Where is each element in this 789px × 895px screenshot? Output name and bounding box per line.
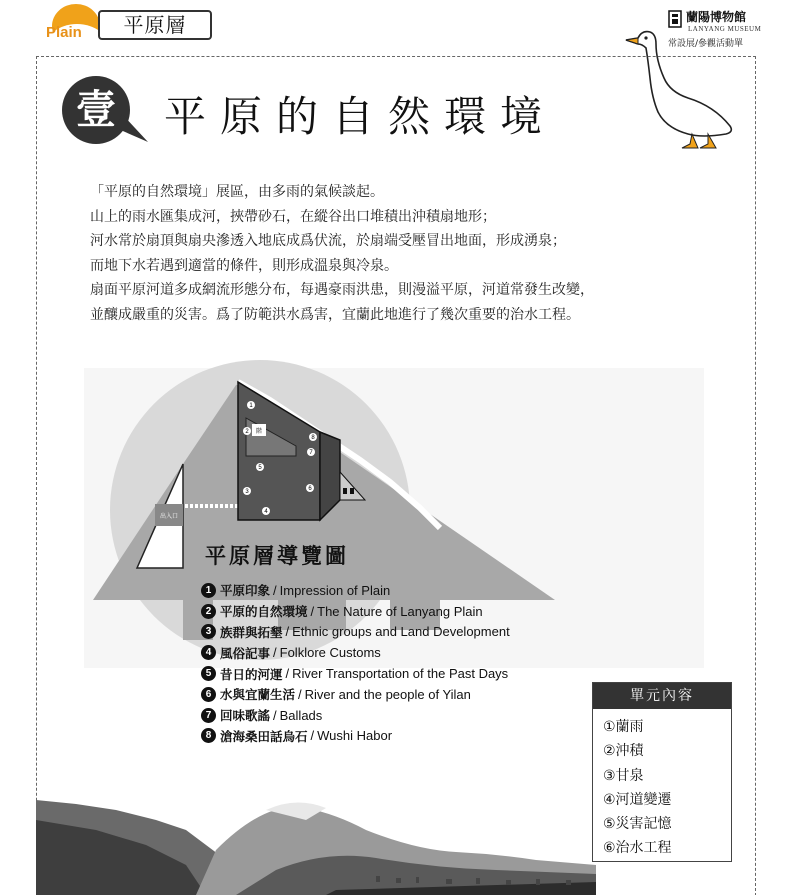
legend-en: River and the people of Yilan [304, 686, 471, 702]
legend-en: Ethnic groups and Land Development [292, 624, 510, 640]
legend-item: 1 平原印象 / Impression of Plain [201, 580, 510, 601]
legend-en: Ballads [279, 707, 323, 723]
room-number: 1 [249, 403, 253, 409]
legend-item: 2 平原的自然環境 / The Nature of Lanyang Plain [201, 601, 510, 622]
room-number: 2 [245, 429, 249, 435]
intro-line: 而地下水若遇到適當的條件，則形成溫泉與冷泉。 [90, 257, 398, 274]
unit-item: ⑥治水工程 [603, 840, 672, 857]
section-number: 壹 [76, 87, 116, 133]
room-number: 8 [311, 435, 315, 441]
legend-number-badge: 8 [201, 728, 216, 743]
unit-item: ⑤災害記憶 [603, 816, 672, 833]
legend-number-badge: 6 [201, 687, 216, 702]
legend-zh: 風俗記事 [220, 645, 271, 661]
intro-line: 扇面平原河道多成網流形態分布，每遇豪雨洪患，則漫溢平原，河道常發生改變， [90, 282, 594, 298]
floor-tag: 平原層 [98, 10, 212, 40]
legend-item: 6 水與宜蘭生活 / River and the people of Yilan [201, 684, 510, 705]
legend-number-badge: 5 [201, 666, 216, 681]
legend-en: Wushi Habor [317, 728, 393, 744]
legend-zh: 滄海桑田話烏石 [220, 728, 308, 744]
legend-zh: 族群與拓墾 [220, 624, 283, 640]
intro-line: 河水常於扇頂與扇央滲透入地底成爲伏流，於扇端受壓冒出地面，形成湧泉； [90, 233, 566, 249]
intro-paragraph [90, 180, 730, 327]
legend-en: River Transportation of the Past Days [292, 666, 509, 682]
unit-contents-box [592, 682, 732, 862]
legend-number-badge: 4 [201, 645, 216, 660]
legend-zh: 水與宜蘭生活 [220, 687, 296, 703]
legend-item: 4 風俗記事 / Folklore Customs [201, 642, 510, 663]
unit-contents-heading: 單元內容 [593, 683, 731, 709]
legend-number-badge: 1 [201, 583, 216, 598]
intro-line: 「平原的自然環境」展區，由多雨的氣候談起。 [90, 184, 384, 200]
unit-contents-list [593, 709, 731, 861]
legend-en: The Nature of Lanyang Plain [317, 603, 483, 619]
room-number: 5 [258, 465, 262, 471]
unit-item: ③甘泉 [603, 767, 644, 784]
museum-subtitle: 常設展/參觀活動單 [668, 39, 744, 49]
unit-item: ①蘭雨 [603, 719, 644, 735]
legend-zh: 平原印象 [220, 583, 271, 599]
legend-item: 5 昔日的河運 / River Transportation of the Past Days [201, 663, 510, 684]
unit-item: ④河道變遷 [603, 791, 672, 808]
legend-number-badge: 2 [201, 604, 216, 619]
intro-line: 並釀成嚴重的災害。爲了防範洪水爲害，宜蘭此地進行了幾次重要的治水工程。 [90, 306, 580, 323]
museum-name: 蘭陽博物館 [686, 10, 747, 24]
legend-en: Folklore Customs [279, 645, 381, 661]
legend-zh: 回味歌謠 [220, 708, 271, 724]
section-title: 平原的自然環境 [164, 92, 557, 141]
legend-item: 3 族群與拓墾 / Ethnic groups and Land Development [201, 622, 510, 643]
room-number: 3 [245, 489, 249, 495]
room-number: 6 [308, 486, 312, 492]
legend-number-badge: 7 [201, 708, 216, 723]
room-number: 7 [309, 450, 313, 456]
room-number: 4 [264, 509, 268, 515]
plain-label: Plain [46, 24, 82, 41]
legend-item: 8 滄海桑田話烏石 / Wushi Habor [201, 726, 510, 747]
legend-en: Impression of Plain [279, 582, 391, 598]
legend-zh: 平原的自然環境 [220, 604, 308, 620]
entrance-label: 出入口 [159, 513, 179, 520]
legend-zh: 昔日的河運 [220, 666, 283, 682]
legend-item: 7 回味歌謠 / Ballads [201, 705, 510, 726]
legend-number-badge: 3 [201, 624, 216, 639]
map-legend [201, 580, 510, 746]
stair-label: 階 [255, 428, 263, 435]
intro-line: 山上的雨水匯集成河，挾帶砂石，在縱谷出口堆積出沖積扇地形； [90, 208, 496, 225]
unit-item: ②沖積 [603, 743, 644, 760]
map-title: 平原層導覽圖 [205, 544, 349, 568]
museum-name-en: LANYANG MUSEUM [688, 25, 762, 33]
